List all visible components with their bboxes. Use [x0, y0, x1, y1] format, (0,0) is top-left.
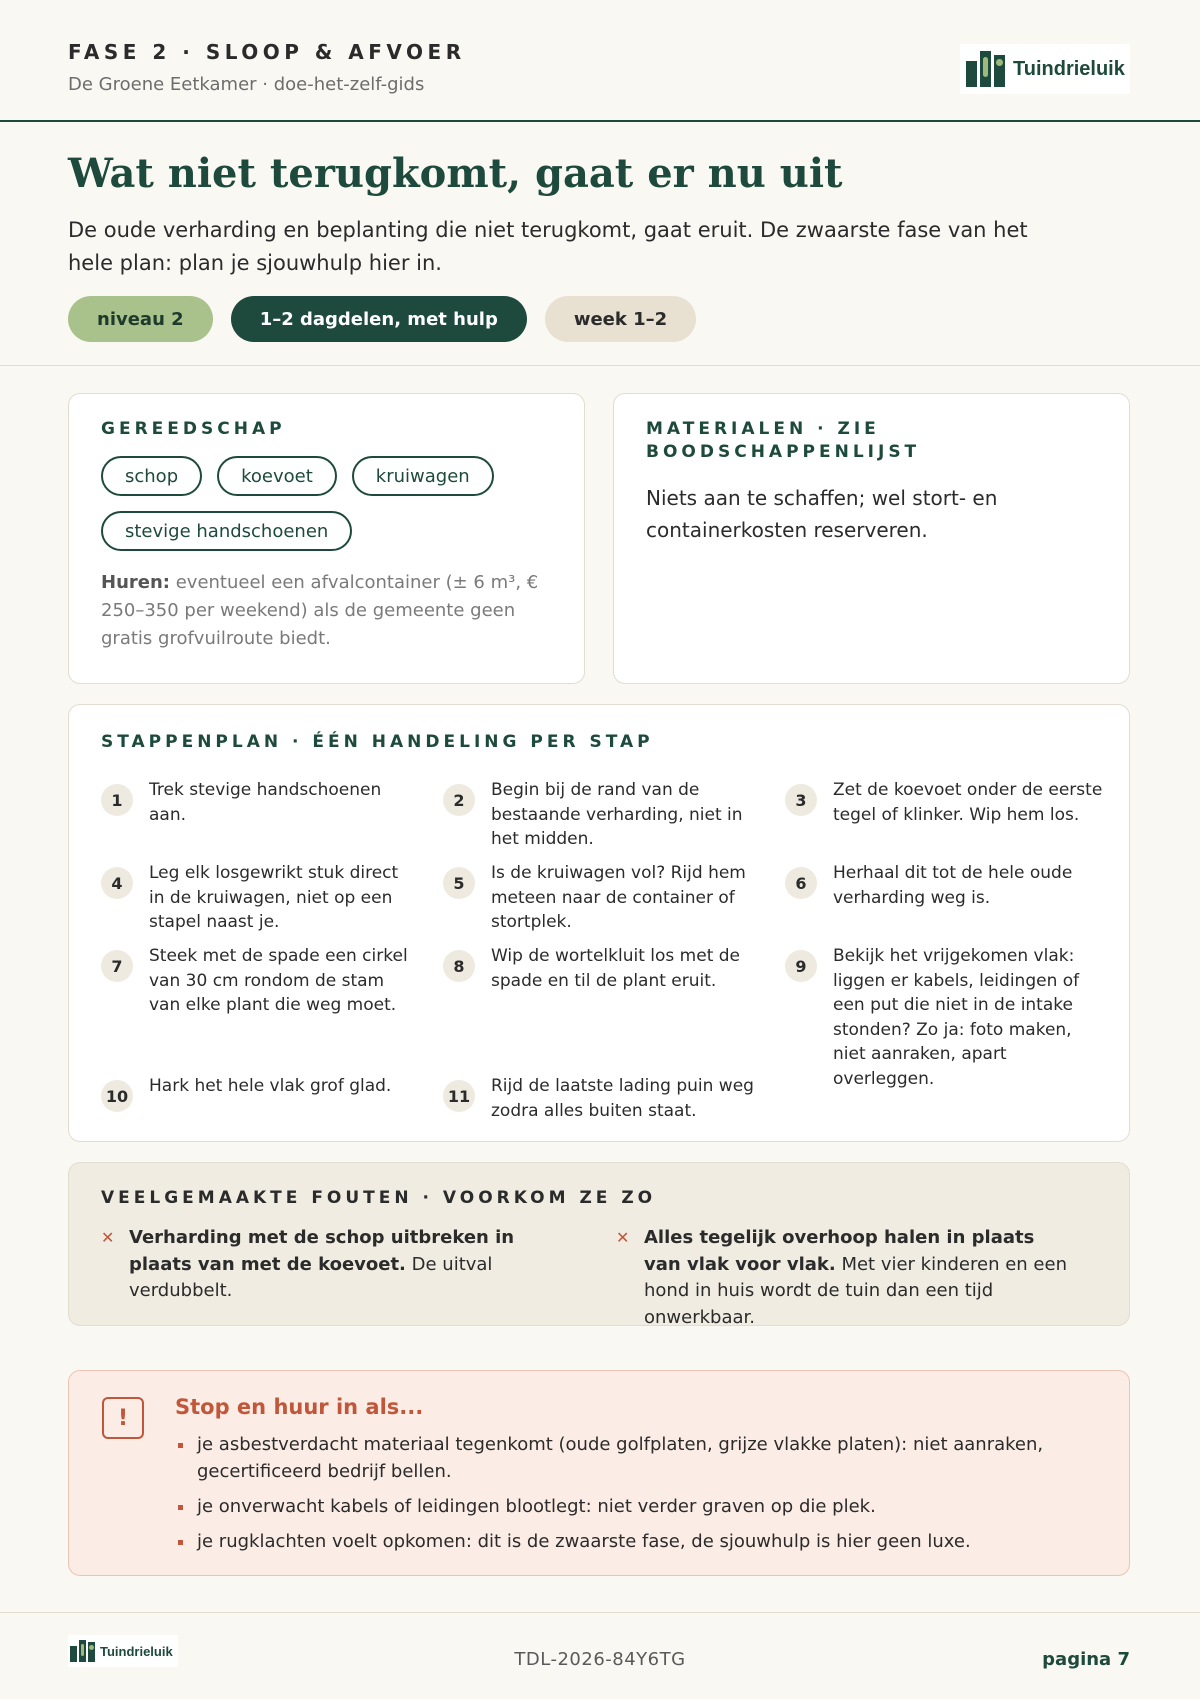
mistake-bold: Alles tegelijk overhoop halen in plaats van vlak voor vlak.	[644, 1227, 1035, 1275]
steps-heading: STAPPENPLAN · ÉÉN HANDELING PER STAP	[101, 732, 654, 752]
cross-icon: ✕	[101, 1228, 115, 1247]
step-text: Trek stevige handschoenen aan.	[149, 780, 382, 825]
mistake-text	[644, 1225, 1076, 1331]
document-id: TDL-2026-84Y6TG	[514, 1649, 686, 1670]
step-text: Wip de wortelkluit los met de spade en til de plant eruit.	[491, 946, 741, 991]
step-text: Leg elk losgewrikt stuk direct in de kruiwagen, niet op een stapel naast je.	[149, 863, 399, 932]
step-text: Begin bij de rand van de bestaande verharding, niet in het midden.	[491, 780, 743, 849]
stop-warning-card	[68, 1370, 1130, 1576]
lead-paragraph: De oude verharding en beplanting die niet terugkomt, gaat eruit. De zwaarste fase van het hele plan: plan je sjouwhulp hier in.	[68, 218, 1028, 275]
page-header	[0, 0, 1200, 122]
guide-subtitle: De Groene Eetkamer · doe-het-zelf-gids	[68, 74, 425, 95]
mistakes-card	[68, 1162, 1130, 1326]
duration-badge: 1–2 dagdelen, met hulp	[231, 296, 527, 342]
step-item	[101, 944, 421, 1018]
step-item	[785, 861, 1105, 910]
mistakes-heading: VEELGEMAAKTE FOUTEN · VOORKOM ZE ZO	[101, 1188, 657, 1208]
step-item	[443, 778, 763, 852]
section-divider	[0, 365, 1200, 366]
step-number: 10	[101, 1080, 133, 1112]
step-number: 11	[443, 1080, 475, 1112]
step-number: 1	[101, 784, 133, 816]
step-number: 5	[443, 867, 475, 899]
page-title: Wat niet terugkomt, gaat er nu uit	[68, 150, 843, 197]
tool-chip: koevoet	[217, 456, 337, 496]
mistake-detail: Met vier kinderen en een hond in huis wordt de tuin dan een tijd onwerkbaar.	[644, 1253, 1067, 1328]
page-number: pagina 7	[1042, 1649, 1130, 1670]
rental-text: eventueel een afvalcontainer (± 6 m³, € 250–350 per weekend) als de gemeente geen gratis grofvuilroute biedt.	[101, 572, 539, 649]
steps-card	[68, 704, 1130, 1142]
step-item	[785, 944, 1105, 1091]
tool-chip: stevige handschoenen	[101, 511, 352, 551]
tool-chip-list	[101, 456, 521, 551]
step-text: Is de kruiwagen vol? Rijd hem meteen naar de container of stortplek.	[491, 863, 746, 932]
step-text: Herhaal dit tot de hele oude verharding weg is.	[833, 863, 1073, 908]
step-item	[101, 861, 421, 935]
list-item: je onverwacht kabels of leidingen blootlegt: niet verder graven op die plek.	[175, 1493, 1075, 1520]
step-item	[101, 1074, 421, 1112]
mistake-item	[616, 1225, 1076, 1331]
list-item: je asbestverdacht materiaal tegenkomt (oude golfplaten, grijze vlakke platen): niet aanraken, gecertificeerd bedrijf bellen.	[175, 1431, 1075, 1485]
warning-icon: !	[102, 1397, 144, 1439]
rental-label: Huren:	[101, 572, 170, 593]
step-text: Zet de koevoet onder de eerste tegel of klinker. Wip hem los.	[833, 780, 1103, 825]
step-text: Hark het hele vlak grof glad.	[149, 1076, 392, 1096]
step-number: 8	[443, 950, 475, 982]
footer-brand-name: Tuindrieluik	[100, 1643, 173, 1659]
tools-card	[68, 393, 585, 684]
step-text: Rijd de laatste lading puin weg zodra alles buiten staat.	[491, 1076, 754, 1121]
step-number: 6	[785, 867, 817, 899]
materials-card	[613, 393, 1130, 684]
step-number: 2	[443, 784, 475, 816]
step-item	[443, 944, 763, 993]
brand-logo	[960, 44, 1130, 94]
step-number: 4	[101, 867, 133, 899]
step-item	[101, 778, 421, 827]
rental-note	[101, 569, 552, 653]
step-item	[443, 1074, 763, 1123]
step-text: Bekijk het vrijgekomen vlak: liggen er kabels, leidingen of een put die niet in de intake stonden? Zo ja: foto maken, niet aanraken, apart overleggen.	[833, 946, 1080, 1089]
level-badge: niveau 2	[68, 296, 213, 342]
list-item: je rugklachten voelt opkomen: dit is de zwaarste fase, de sjouwhulp is hier geen luxe.	[175, 1528, 1075, 1555]
step-number: 3	[785, 784, 817, 816]
materials-text: Niets aan te schaffen; wel stort- en containerkosten reserveren.	[646, 486, 998, 542]
mistake-item	[101, 1225, 561, 1305]
brand-name: Tuindrieluik	[1013, 57, 1125, 80]
tool-chip: kruiwagen	[352, 456, 494, 496]
stop-list	[175, 1431, 1075, 1563]
cross-icon: ✕	[616, 1228, 630, 1247]
step-item	[443, 861, 763, 935]
week-badge: week 1–2	[545, 296, 696, 342]
step-number: 7	[101, 950, 133, 982]
mistake-detail: De uitval verdubbelt.	[129, 1253, 493, 1301]
step-text: Steek met de spade een cirkel van 30 cm rondom de stam van elke plant die weg moet.	[149, 946, 408, 1015]
step-item	[785, 778, 1105, 827]
phase-label: FASE 2 · SLOOP & AFVOER	[68, 40, 466, 64]
mistake-text	[129, 1225, 561, 1305]
stop-title: Stop en huur in als...	[175, 1395, 424, 1419]
step-number: 9	[785, 950, 817, 982]
tools-heading: GEREEDSCHAP	[101, 419, 286, 439]
page-footer	[0, 1612, 1200, 1699]
mistake-bold: Verharding met de schop uitbreken in plaats van met de koevoet.	[129, 1227, 515, 1275]
badge-row	[68, 296, 696, 342]
tool-chip: schop	[101, 456, 202, 496]
materials-heading: MATERIALEN · ZIE BOODSCHAPPENLIJST	[646, 419, 921, 462]
logo-mark-icon	[966, 51, 1005, 87]
